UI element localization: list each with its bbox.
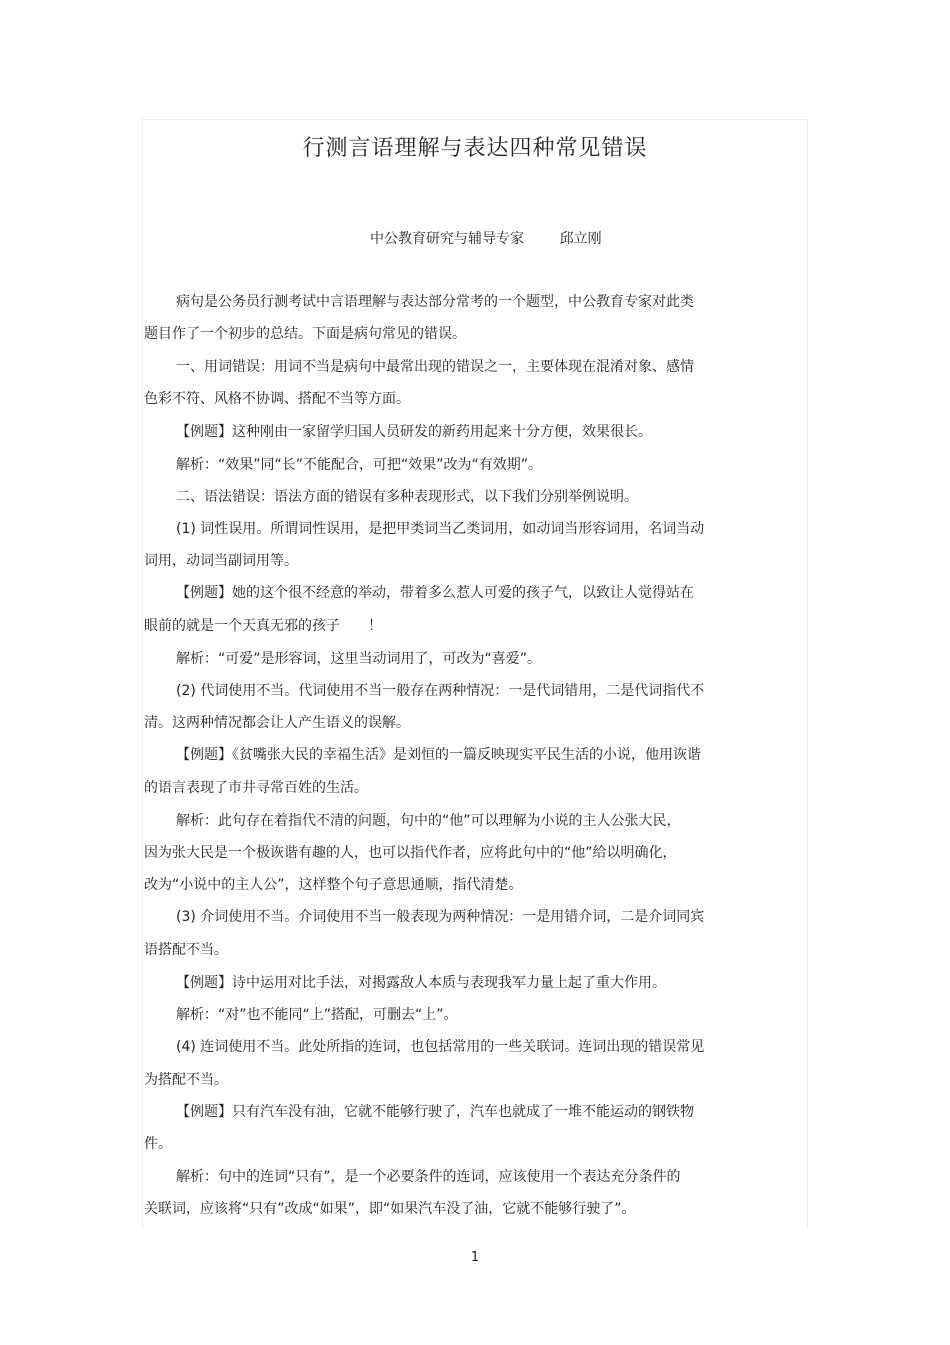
paragraph-line: 二、语法错误：语法方面的错误有多种表现形式，以下我们分别举例说明。 <box>176 489 638 505</box>
paragraph-line: 词用，动词当副词用等。 <box>144 553 298 569</box>
paragraph-line: 解析：“效果”同“长”不能配合，可把“效果”改为“有效期”。 <box>176 457 543 473</box>
paragraph-line: 语搭配不当。 <box>144 942 228 958</box>
paragraph-line: (4) 连词使用不当。此处所指的连词，也包括常用的一些关联词。连词出现的错误常见 <box>176 1039 705 1055</box>
paragraph-line: 件。 <box>144 1136 172 1152</box>
author-byline: 中公教育研究与辅导专家 邱立刚 <box>370 231 602 247</box>
page-frame <box>142 119 808 1229</box>
paragraph-line: 改为“小说中的主人公”，这样整个句子意思通顺，指代清楚。 <box>144 877 523 893</box>
paragraph-line: 清。这两种情况都会让人产生语义的误解。 <box>144 715 410 731</box>
paragraph-line: 解析：此句存在着指代不清的问题，句中的“他”可以理解为小说的主人公张大民， <box>176 813 681 829</box>
paragraph-line: 【例题】诗中运用对比手法，对揭露敌人本质与表现我军力量上起了重大作用。 <box>176 975 666 991</box>
paragraph-line: 眼前的就是一个天真无邪的孩子 ！ <box>144 618 382 634</box>
paragraph-line: 病句是公务员行测考试中言语理解与表达部分常考的一个题型，中公教育专家对此类 <box>176 294 694 310</box>
paragraph-line: 解析：“对”也不能同“上”搭配，可删去“上”。 <box>176 1007 458 1023</box>
page-number: 1 <box>470 1250 480 1265</box>
paragraph-line: 【例题】只有汽车没有油，它就不能够行驶了，汽车也就成了一堆不能运动的钢铁物 <box>176 1104 694 1120</box>
paragraph-line: 因为张大民是一个极诙谐有趣的人，也可以指代作者，应将此句中的“他”给以明确化， <box>144 845 677 861</box>
paragraph-line: 关联词，应该将“只有”改成“如果”，即“如果汽车没了油，它就不能够行驶了”。 <box>144 1201 636 1217</box>
paragraph-line: 【例题】她的这个很不经意的举动，带着多么惹人可爱的孩子气，以致让人觉得站在 <box>176 585 694 601</box>
paragraph-line: 一、用词错误：用词不当是病句中最常出现的错误之一，主要体现在混淆对象、感情 <box>176 359 694 375</box>
paragraph-line: 【例题】这种刚由一家留学归国人员研发的新药用起来十分方便，效果很长。 <box>176 424 652 440</box>
paragraph-line: 题目作了一个初步的总结。下面是病句常见的错误。 <box>144 326 466 342</box>
paragraph-line: 的语言表现了市井寻常百姓的生活。 <box>144 780 368 796</box>
paragraph-line: 为搭配不当。 <box>144 1072 228 1088</box>
paragraph-line: 【例题】《贫嘴张大民的幸福生活》是刘恒的一篇反映现实平民生活的小说，他用诙谐 <box>176 747 701 763</box>
paragraph-line: (2) 代词使用不当。代词使用不当一般存在两种情况：一是代词错用，二是代词指代不 <box>176 683 705 699</box>
paragraph-line: 色彩不符、风格不协调、搭配不当等方面。 <box>144 391 410 407</box>
document-title: 行测言语理解与表达四种常见错误 <box>302 136 648 161</box>
paragraph-line: (1) 词性误用。所谓词性误用，是把甲类词当乙类词用，如动词当形容词用，名词当动 <box>176 521 705 537</box>
paragraph-line: 解析：句中的连词“只有”，是一个必要条件的连词，应该使用一个表达充分条件的 <box>176 1169 681 1185</box>
paragraph-line: (3) 介词使用不当。介词使用不当一般表现为两种情况：一是用错介词，二是介词同宾 <box>176 909 705 925</box>
paragraph-line: 解析：“可爱”是形容词，这里当动词用了，可改为“喜爱”。 <box>176 651 542 667</box>
